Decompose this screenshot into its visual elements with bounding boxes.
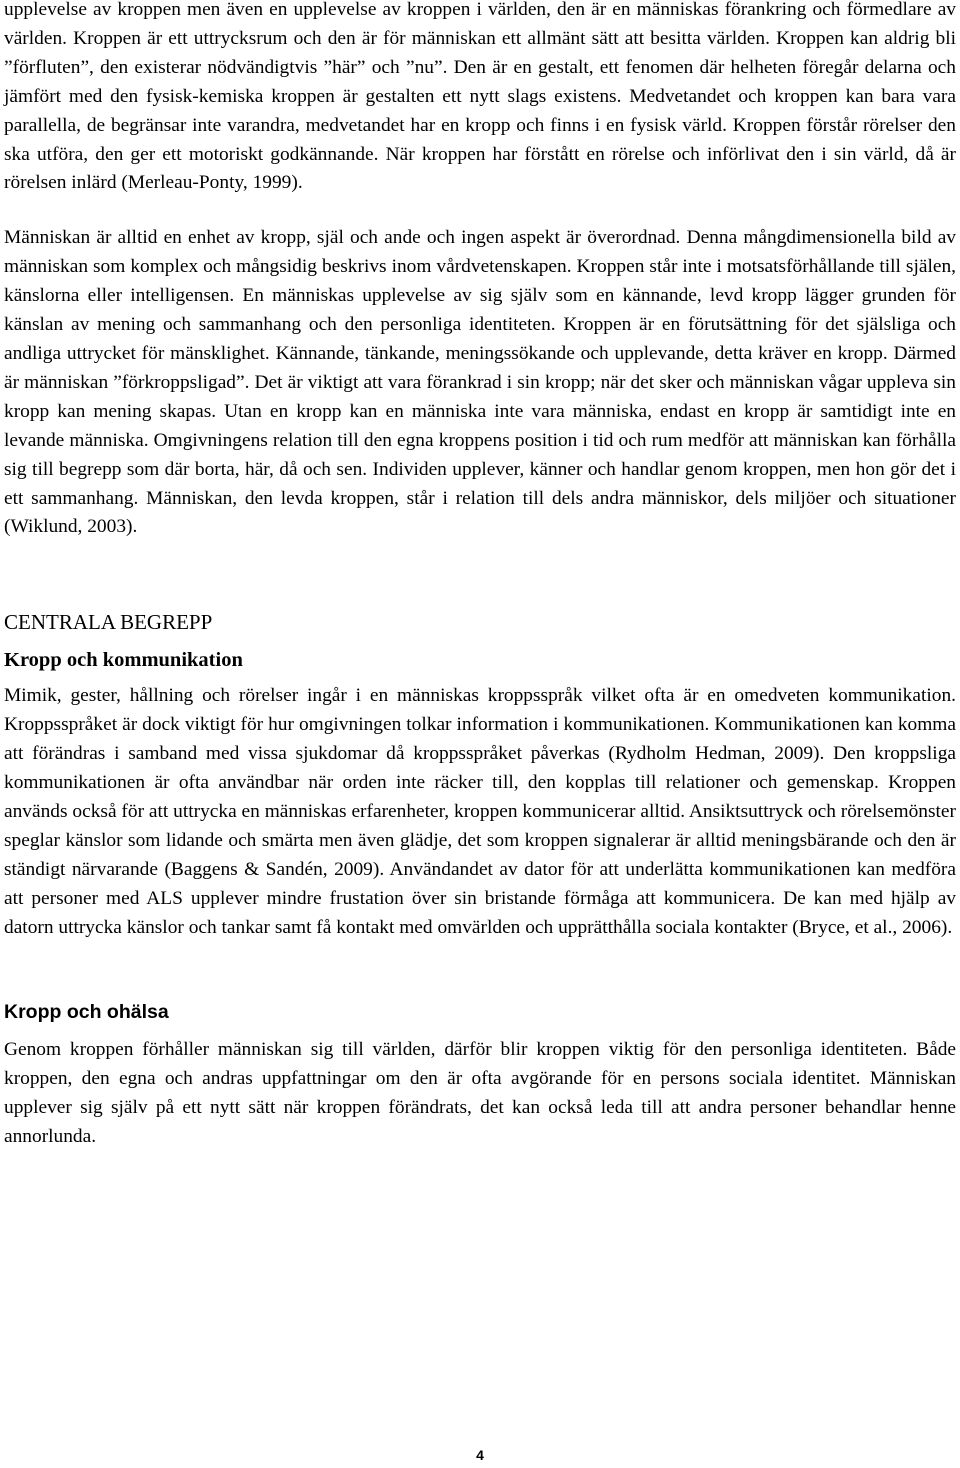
document-page: [4, 0, 956, 1152]
subsection-heading-ohalsa: Kropp och ohälsa: [4, 1001, 169, 1024]
section-title: CENTRALA BEGREPP: [4, 610, 213, 635]
body-paragraph: Genom kroppen förhåller människan sig till världen, därför blir kroppen viktig för den personliga identiteten. Både kroppen, den egna och andras uppfattningar om den är ofta avgörande för en persons sociala identitet. Människan upplever sig själv på ett nytt sätt när kroppen förändrats, det kan också leda till att andra personer behandlar henne annorlunda.: [4, 1039, 956, 1148]
page-number: 4: [476, 1447, 484, 1463]
body-paragraph: upplevelse av kroppen men även en upplevelse av kroppen i världen, den är en människas förankring och förmedlare av världen. Kroppen är ett uttrycksrum och den är för människan ett allmänt sätt att besitta världen. Kroppen kan aldrig bli ”förfluten”, den existerar nödvändigtvis ”här” och ”nu”. Den är en gestalt, ett fenomen där helheten föregår delarna och jämfört med den fysisk-kemiska kroppen är gestalten ett nytt slags existens. Medvetandet och kroppen kan bara vara parallella, de begränsar inte varandra, medvetandet har en kropp och finns i en fysisk värld. Kroppen förstår rörelser den ska utföra, den ger ett motoriskt godkännande. När kroppen har förstått en rörelse och införlivat den i sin värld, då är rörelsen inlärd (Merleau-Ponty, 1999).: [4, 0, 956, 194]
body-paragraph: Mimik, gester, hållning och rörelser ingår i en människas kroppsspråk vilket ofta är en omedveten kommunikation. Kroppsspråket är dock viktigt för hur omgivningen tolkar information i kommunikationen. Kommunikationen kan komma att förändras i samband med vissa sjukdomar då kroppsspråket påverkas (Rydholm Hedman, 2009). Den kroppsliga kommunikationen är ofta användbar när orden inte räcker till, den kopplas till relationer och gemenskap. Kroppen används också för att uttrycka en människas erfarenheter, kroppen kommunicerar alltid. Ansiktsuttryck och rörelsemönster speglar känslor som lidande och smärta men även glädje, det som kroppen signalerar är alltid meningsbärande och den är ständigt närvarande (Baggens & Sandén, 2009). Användandet av dator för att underlätta kommunikationen kan medföra att personer med ALS upplever mindre frustation över sin bristande förmåga att kommunicera. De kan med hjälp av datorn uttrycka känslor och tankar samt få kontakt med omvärlden och upprätthålla sociala kontakter (Bryce, et al., 2006).: [4, 685, 956, 938]
subsection-heading-kommunikation: Kropp och kommunikation: [4, 649, 243, 672]
body-paragraph: Människan är alltid en enhet av kropp, själ och ande och ingen aspekt är överordnad. Denna mångdimensionella bild av människan som komplex och mångsidig beskrivs inom vårdvetenskapen. Kroppen står inte i motsatsförhållande till själen, känslorna eller intelligensen. En människas upplevelse av sig själv som en kännande, levd kropp lägger grunden för känslan av mening och sammanhang och den personliga identiteten. Kroppen är en förutsättning för det själsliga och andliga uttrycket för mänsklighet. Kännande, tänkande, meningssökande och upplevande, detta kräver en kropp. Därmed är människan ”förkroppsligad”. Det är viktigt att vara förankrad i sin kropp; när det sker och människan vågar uppleva sin kropp kan mening skapas. Utan en kropp kan en människa inte vara människa, endast en kropp är samtidigt inte en levande människa. Omgivningens relation till den egna kroppens position i tid och rum medför att människan kan förhålla sig till begrepp som där borta, här, då och sen. Individen upplever, känner och handlar genom kroppen, men hon gör det i ett sammanhang. Människan, den levda kroppen, står i relation till dels andra människor, dels miljöer och situationer (Wiklund, 2003).: [4, 227, 956, 538]
